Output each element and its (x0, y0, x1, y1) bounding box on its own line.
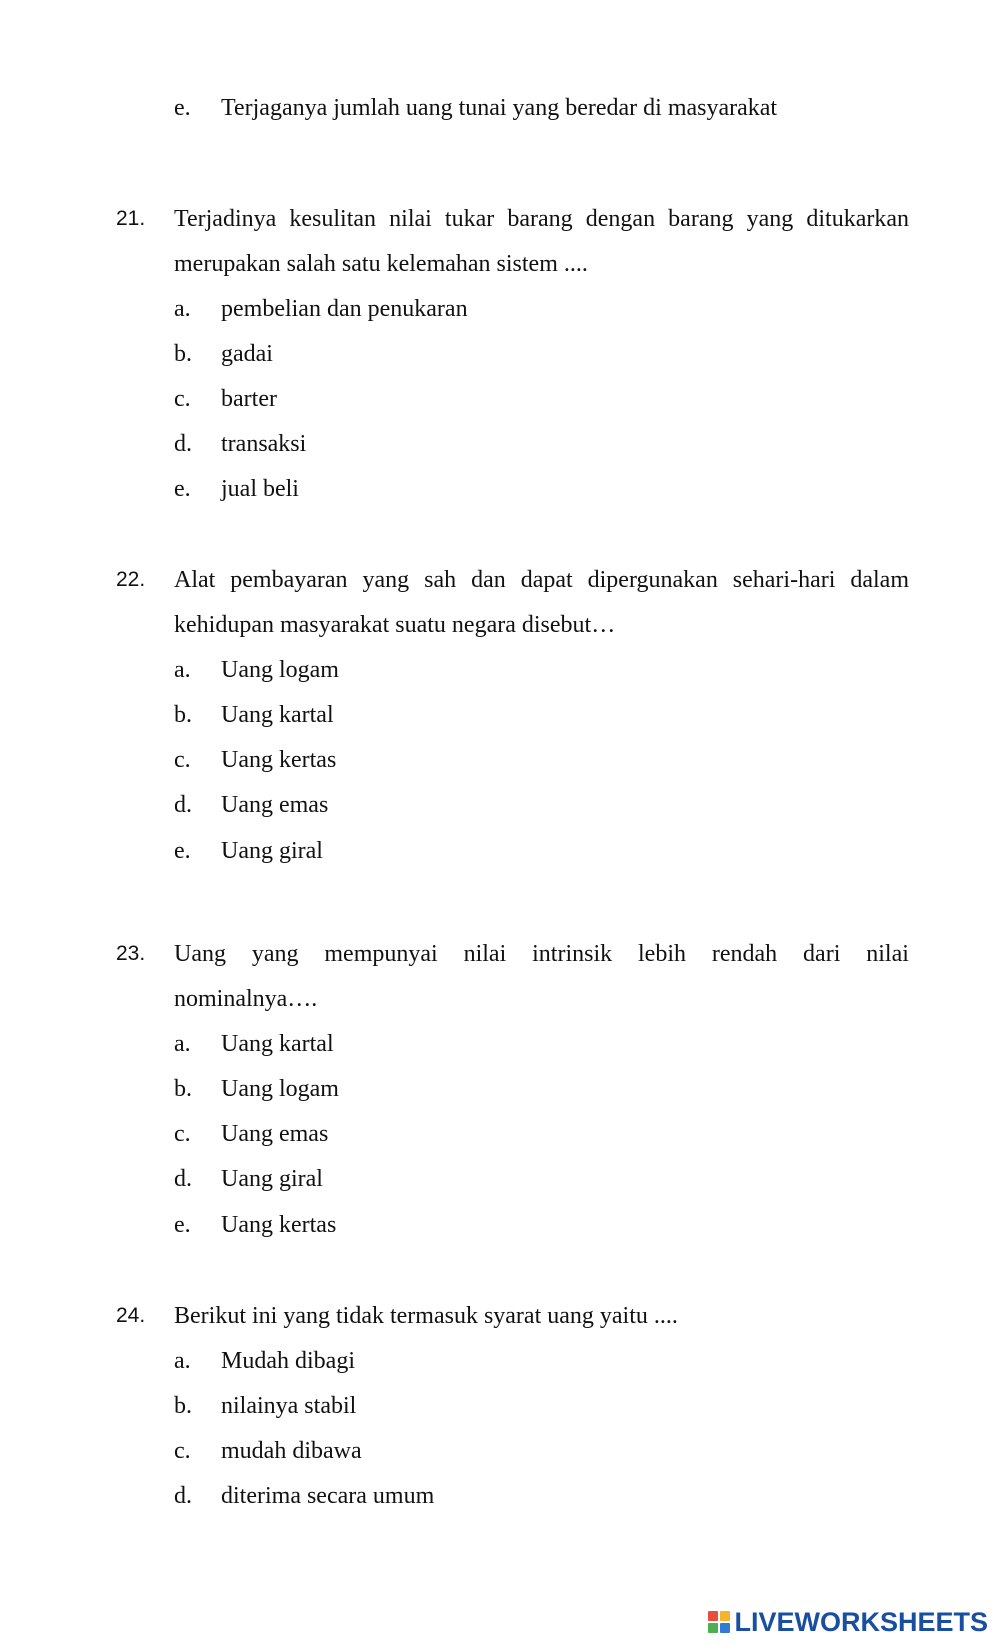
question-23-option-a-letter: a. (174, 1031, 191, 1057)
question-23-text-line-2: nominalnya…. (174, 986, 318, 1012)
question-22-option-c-letter: c. (174, 747, 191, 773)
carryover-option-letter: e. (174, 95, 191, 121)
logo-tile (708, 1623, 718, 1633)
question-21-option-b-letter: b. (174, 341, 192, 367)
carryover-option-text: Terjaganya jumlah uang tunai yang beredar di masyarakat (221, 95, 778, 121)
question-23-word: yang (251, 941, 299, 967)
question-23-number: 23. (116, 942, 146, 965)
liveworksheets-brand-text: LIVEWORKSHEETS (734, 1606, 988, 1637)
question-24-option-b-letter: b. (174, 1393, 192, 1419)
question-24-option-a[interactable]: Mudah dibagi (221, 1348, 355, 1374)
question-23-word: rendah (711, 941, 778, 967)
logo-tile (708, 1611, 718, 1621)
question-22-option-e-letter: e. (174, 838, 191, 864)
logo-tile (720, 1611, 730, 1621)
question-21-option-d[interactable]: transaksi (221, 431, 307, 457)
question-23-word: intrinsik (532, 941, 613, 967)
logo-tile (720, 1623, 730, 1633)
question-21-number: 21. (116, 207, 146, 230)
question-21-option-c[interactable]: barter (221, 386, 277, 412)
question-21-option-c-letter: c. (174, 386, 191, 412)
question-22-text-line-1: Alat pembayaran yang sah dan dapat dipergunakan sehari-hari dalam (174, 567, 909, 593)
liveworksheets-logo (708, 1605, 988, 1639)
question-22-number: 22. (116, 568, 146, 591)
question-22-option-b-letter: b. (174, 702, 192, 728)
question-22-option-c[interactable]: Uang kertas (221, 747, 337, 773)
question-21-option-e-letter: e. (174, 476, 191, 502)
question-23-option-e[interactable]: Uang kertas (221, 1212, 337, 1238)
question-23-option-a[interactable]: Uang kartal (221, 1031, 334, 1057)
question-21-option-a-letter: a. (174, 296, 191, 322)
question-23-option-e-letter: e. (174, 1212, 191, 1238)
question-23-option-b[interactable]: Uang logam (221, 1076, 339, 1102)
question-23-option-b-letter: b. (174, 1076, 192, 1102)
question-22-option-b[interactable]: Uang kartal (221, 702, 334, 728)
question-23-text-line-1 (174, 939, 909, 969)
question-21-text-line-2: merupakan salah satu kelemahan sistem .... (174, 251, 588, 277)
question-24-option-d[interactable]: diterima secara umum (221, 1483, 435, 1509)
question-21-text-line-1: Terjadinya kesulitan nilai tukar barang dengan barang yang ditukarkan (174, 206, 909, 232)
question-22-option-a[interactable]: Uang logam (221, 657, 339, 683)
question-22-option-a-letter: a. (174, 657, 191, 683)
question-24-text-line-1: Berikut ini yang tidak termasuk syarat uang yaitu .... (174, 1303, 678, 1329)
question-23-word: Uang (174, 941, 226, 967)
question-24-option-c[interactable]: mudah dibawa (221, 1438, 362, 1464)
liveworksheets-logo-icon (708, 1611, 730, 1633)
question-23-option-d[interactable]: Uang giral (221, 1166, 323, 1192)
question-22-option-d[interactable]: Uang emas (221, 792, 329, 818)
question-23-word: mempunyai (324, 941, 438, 967)
question-24-option-b[interactable]: nilainya stabil (221, 1393, 357, 1419)
question-23-word: dari (803, 941, 841, 967)
question-23-word: lebih (638, 941, 686, 967)
question-21-option-b[interactable]: gadai (221, 341, 273, 367)
question-23-word: nilai (866, 941, 909, 967)
question-24-number: 24. (116, 1304, 146, 1327)
question-21-option-e[interactable]: jual beli (221, 476, 299, 502)
question-24-option-a-letter: a. (174, 1348, 191, 1374)
question-22-text-line-2: kehidupan masyarakat suatu negara disebut… (174, 612, 616, 638)
question-23-word: nilai (463, 941, 507, 967)
question-23-option-c-letter: c. (174, 1121, 191, 1147)
question-21-option-d-letter: d. (174, 431, 192, 457)
question-22-option-d-letter: d. (174, 792, 192, 818)
question-22-option-e[interactable]: Uang giral (221, 838, 323, 864)
question-24-option-c-letter: c. (174, 1438, 191, 1464)
question-23-option-d-letter: d. (174, 1166, 192, 1192)
question-23-option-c[interactable]: Uang emas (221, 1121, 329, 1147)
question-21-option-a[interactable]: pembelian dan penukaran (221, 296, 468, 322)
question-24-option-d-letter: d. (174, 1483, 192, 1509)
